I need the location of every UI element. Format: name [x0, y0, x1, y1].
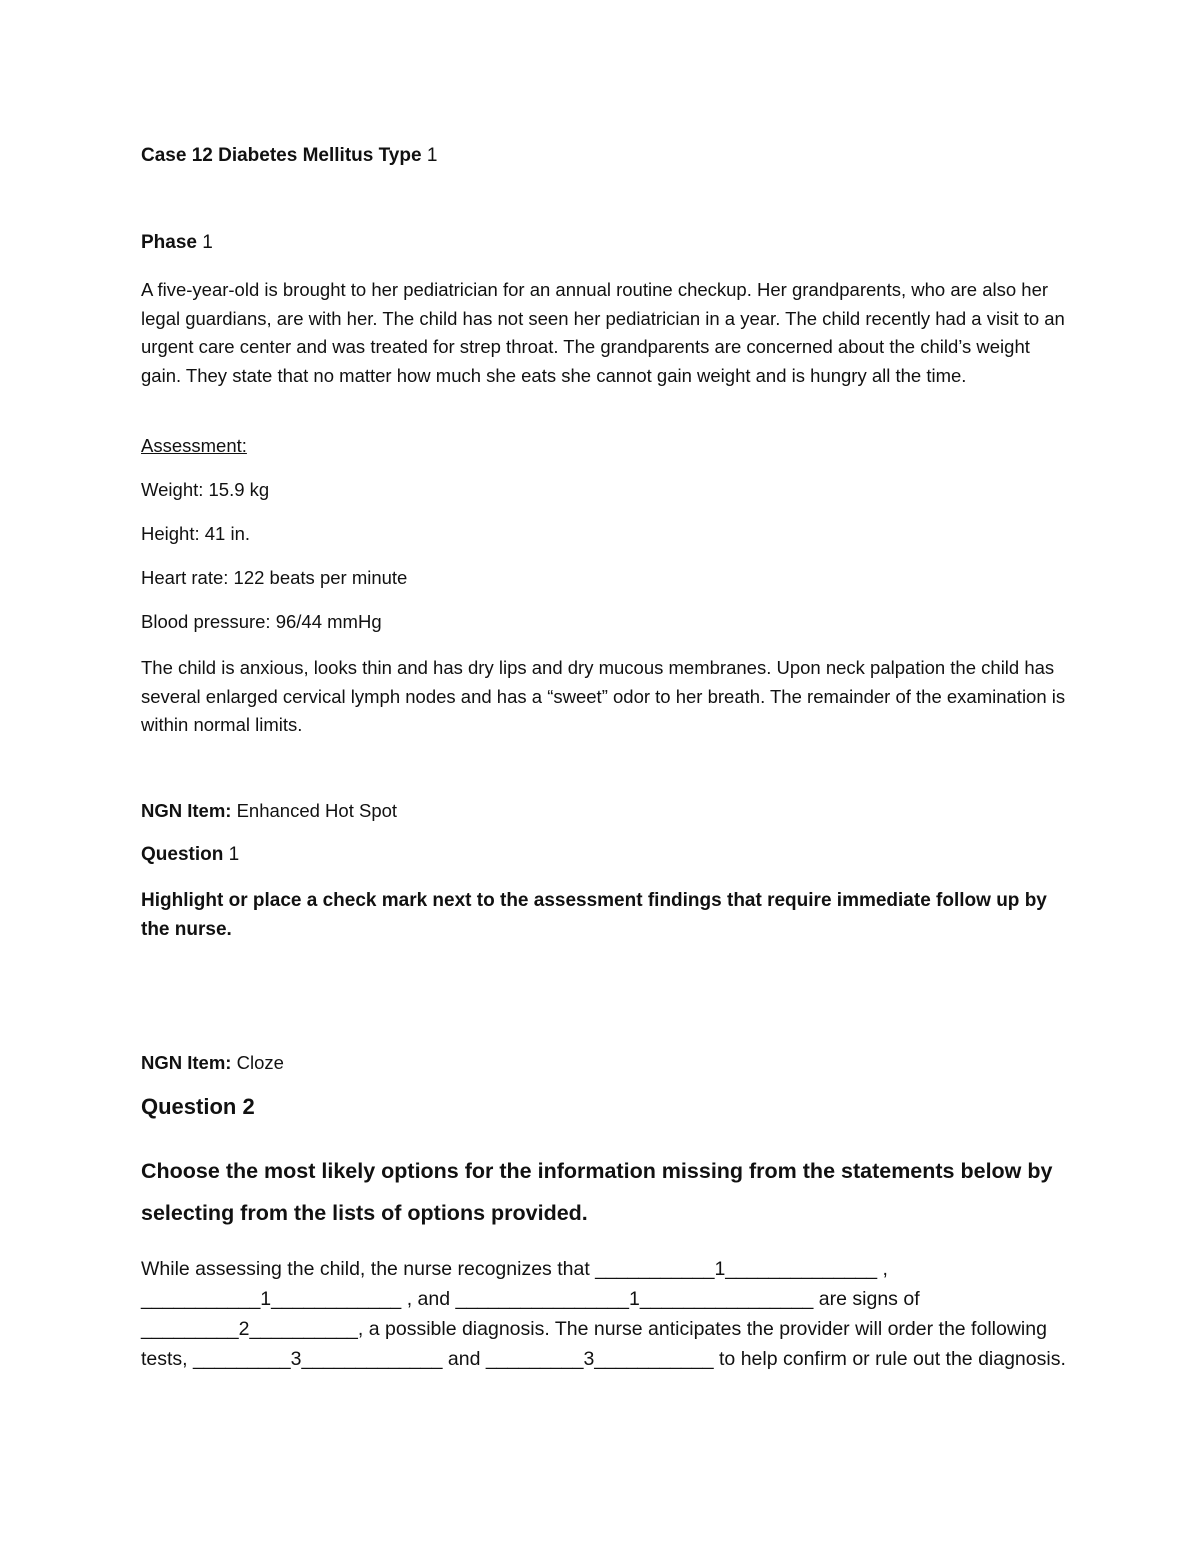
question-1-heading	[141, 842, 1071, 868]
ngn-item-2-type: Cloze	[236, 1052, 284, 1073]
ngn-item-1-label: NGN Item:	[141, 800, 232, 821]
cloze-text-5: , a possible diagnosis. The nurse anticipates the provider will order the following tests,	[141, 1318, 1047, 1370]
question-1-text: Highlight or place a check mark next to the assessment findings that require immediate follow up by the nurse.	[141, 890, 1047, 940]
case-title	[141, 143, 1071, 169]
cloze-blank-1[interactable]: ___________1______________	[595, 1258, 878, 1280]
weight-finding: Weight: 15.9 kg	[141, 479, 270, 500]
question-1-label: Question	[141, 844, 224, 865]
intro-paragraph: A five-year-old is brought to her pediatrician for an annual routine checkup. Her grandparents, who are also her legal guardians, are with her. The child has not seen her pediatrician in a year. The child recently had a visit to an urgent care center and was treated for strep throat. The grandparents are concerned about the child’s weight gain. They state that no matter how much she eats she cannot gain weight and is hungry all the time.	[141, 279, 1065, 386]
height-finding: Height: 41 in.	[141, 523, 251, 544]
case-number: 1	[426, 145, 438, 166]
cloze-text-1: While assessing the child, the nurse recognizes that	[141, 1258, 596, 1280]
cloze-blank-4[interactable]: _________2__________	[141, 1318, 358, 1340]
cloze-text-4: are signs of	[813, 1288, 920, 1310]
blood-pressure-finding: Blood pressure: 96/44 mmHg	[141, 611, 382, 632]
cloze-blank-6[interactable]: _________3___________	[485, 1348, 714, 1370]
cloze-text-6: and	[442, 1348, 486, 1370]
cloze-text-7: to help confirm or rule out the diagnosis.	[713, 1348, 1066, 1370]
ngn-item-1-type: Enhanced Hot Spot	[236, 800, 398, 821]
phase-label: Phase	[141, 232, 197, 253]
cloze-statement	[141, 1254, 1071, 1374]
ngn-item-2-label: NGN Item:	[141, 1052, 232, 1073]
assessment-label: Assessment:	[141, 435, 247, 456]
question-2-text: Choose the most likely options for the information missing from the statements below by selecting from the lists of options provided.	[141, 1159, 1053, 1225]
phase-number: 1	[202, 232, 213, 253]
cloze-blank-5[interactable]: _________3_____________	[193, 1348, 443, 1370]
cloze-blank-2[interactable]: ___________1____________	[141, 1288, 402, 1310]
cloze-text-2: ,	[877, 1258, 888, 1280]
cloze-blank-3[interactable]: ________________1________________	[455, 1288, 814, 1310]
ngn-item-1	[141, 798, 1071, 824]
heart-rate-finding: Heart rate: 122 beats per minute	[141, 567, 408, 588]
question-2-heading: Question 2	[141, 1094, 255, 1119]
phase-heading	[141, 230, 1071, 256]
question-1-number: 1	[228, 844, 240, 865]
case-title-text: Case 12 Diabetes Mellitus Type	[141, 145, 422, 166]
ngn-item-2	[141, 1050, 1071, 1076]
cloze-text-3: , and	[401, 1288, 456, 1310]
exam-paragraph: The child is anxious, looks thin and has dry lips and dry mucous membranes. Upon neck palpation the child has several enlarged cervical lymph nodes and has a “sweet” odor to her breath. The remainder of the examination is within normal limits.	[141, 657, 1066, 735]
